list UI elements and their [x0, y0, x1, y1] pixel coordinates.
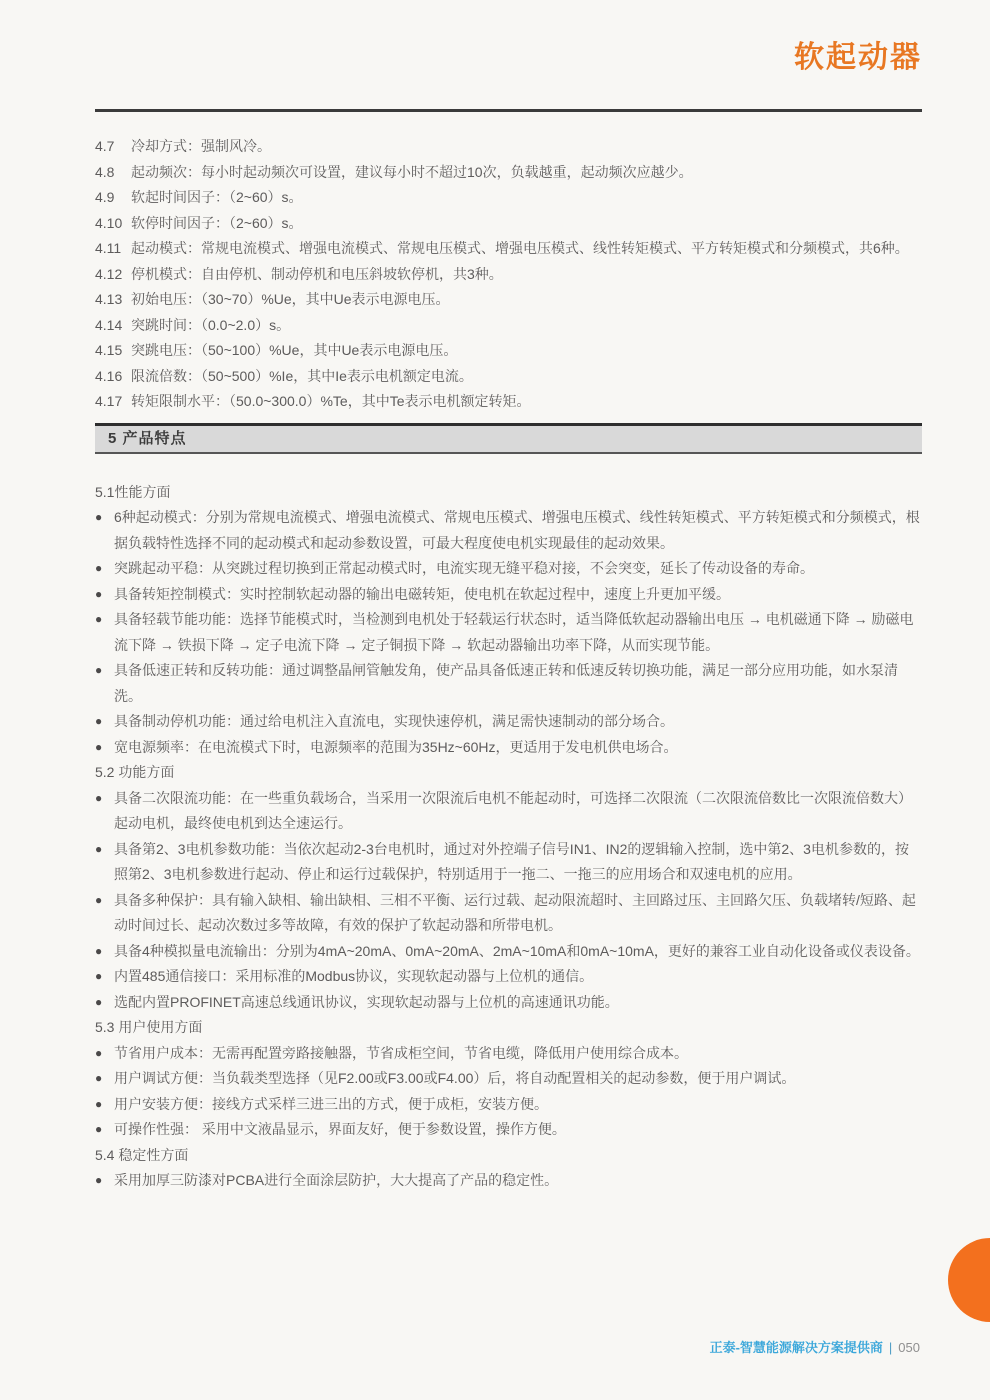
feature-bullet-item: [95, 1168, 922, 1194]
bullet-icon: ●: [95, 790, 103, 805]
feature-bullet-item: [95, 786, 922, 837]
feature-bullet-item: [95, 1041, 922, 1067]
feature-bullet-text: 突跳起动平稳：从突跳过程切换到正常起动模式时，电流实现无缝平稳对接，不会突变，延长了传动设备的寿命。: [114, 560, 814, 576]
feature-group-heading: 5.3 用户使用方面: [95, 1019, 203, 1035]
bullet-icon: ●: [95, 1071, 103, 1085]
page-content: [95, 0, 922, 1194]
spec-item: [95, 134, 922, 160]
spec-item-number: 4.8: [95, 163, 115, 180]
feature-bullet-text: 节省用户成本：无需再配置旁路接触器，节省成柜空间，节省电缆，降低用户使用综合成本。: [114, 1044, 688, 1061]
feature-bullet-text: 具备制动停机功能：通过给电机注入直流电，实现快速停机，满足需快速制动的部分场合。: [114, 713, 674, 729]
feature-bullet-text: 选配内置PROFINET高速总线通讯协议，实现软起动器与上位机的高速通讯功能。: [114, 993, 619, 1010]
spec-item-text: 限流倍数：（50~500）%Ie，其中Ie表示电机额定电流。: [131, 367, 473, 384]
bullet-icon: ●: [95, 943, 103, 958]
bullet-icon: ●: [95, 612, 103, 626]
bullet-icon: ●: [95, 739, 103, 754]
header-divider: [95, 109, 922, 112]
feature-bullet-text: 内置485通信接口：采用标准的Modbus协议，实现软起动器与上位机的通信。: [114, 968, 594, 984]
feature-bullet-text: 具备多种保护：具有输入缺相、输出缺相、三相不平衡、运行过载、起动限流超时、主回路过压、主回路欠压、负载堵转/短路、起动时间过长、起动次数过多等故障，有效的保护了软起动器和所带电机。: [114, 891, 916, 933]
spec-item: [95, 236, 922, 262]
spec-item-number: 4.10: [95, 214, 123, 231]
spec-item: [95, 313, 922, 339]
feature-bullet-text: 用户安装方便：接线方式采样三进三出的方式，便于成柜，安装方便。: [114, 1095, 548, 1112]
feature-bullet-item: [95, 658, 922, 709]
spec-item-number: 4.12: [95, 265, 123, 282]
bullet-icon: ●: [95, 714, 103, 728]
spec-item-text: 软起时间因子：（2~60）s。: [131, 189, 303, 205]
feature-bullet-item: [95, 1092, 922, 1118]
bullet-icon: ●: [95, 892, 103, 907]
spec-item-number: 4.13: [95, 291, 123, 307]
feature-bullet-text: 6种起动模式：分别为常规电流模式、增强电流模式、常规电压模式、增强电压模式、线性转矩模式、平方转矩模式和分频模式，根据负载特性选择不同的起动模式和起动参数设置，可最大程度使电机实现最佳的起动效果。: [114, 509, 920, 551]
section-header-product-features: 5 产品特点: [95, 423, 922, 454]
feature-bullet-text: 具备第2、3电机参数功能：当依次起动2-3台电机时，通过对外控端子信号IN1、IN2的逻辑输入控制，选中第2、3电机参数的，按照第2、3电机参数进行起动、停止和运行过载保护，特别适用于一拖二、一拖三的应用场合和双速电机的应用。: [114, 840, 909, 882]
feature-bullet-item: [95, 556, 922, 582]
feature-bullet-item: [95, 990, 922, 1016]
feature-bullet-text: 用户调试方便：当负载类型选择（见F2.00或F3.00或F4.00）后，将自动配置相关的起动参数，便于用户调试。: [114, 1070, 796, 1086]
spec-item-text: 突跳时间：（0.0~2.0）s。: [131, 316, 291, 333]
bullet-icon: ●: [95, 1045, 103, 1060]
feature-bullet-text: 可操作性强： 采用中文液晶显示，界面友好，便于参数设置，操作方便。: [114, 1121, 566, 1137]
feature-bullet-text: 具备转矩控制模式：实时控制软起动器的输出电磁转矩，使电机在软起过程中，速度上升更加平缓。: [114, 585, 730, 602]
feature-bullet-text: 采用加厚三防漆对PCBA进行全面涂层防护，大大提高了产品的稳定性。: [114, 1172, 559, 1188]
feature-bullet-item: [95, 505, 922, 556]
feature-bullet-item: [95, 735, 922, 761]
feature-bullet-text: 具备低速正转和反转功能：通过调整晶闸管触发角，使产品具备低速正转和低速反转切换功能，满足一部分应用功能，如水泵清洗。: [114, 662, 898, 704]
spec-item-text: 突跳电压：（50~100）%Ue，其中Ue表示电源电压。: [131, 342, 458, 358]
bullet-icon: ●: [95, 1096, 103, 1111]
spec-item-text: 起动模式：常规电流模式、增强电流模式、常规电压模式、增强电压模式、线性转矩模式、平方转矩模式和分频模式，共6种。: [131, 240, 909, 256]
spec-item-number: 4.16: [95, 367, 123, 384]
spec-item-number: 4.11: [95, 240, 122, 256]
bullet-icon: ●: [95, 994, 103, 1009]
feature-group-heading: 5.4 稳定性方面: [95, 1146, 189, 1163]
feature-bullet-item: [95, 607, 922, 658]
bullet-icon: ●: [95, 663, 103, 677]
feature-bullet-item: [95, 582, 922, 608]
page-footer: [710, 1337, 920, 1356]
feature-bullet-item: [95, 837, 922, 888]
feature-bullet-item: [95, 964, 922, 990]
footer-page-number: 050: [898, 1340, 920, 1355]
spec-list: [95, 134, 922, 415]
feature-bullet-item: [95, 1117, 922, 1143]
spec-item: [95, 338, 922, 364]
feature-group-heading: 5.2 功能方面: [95, 764, 175, 780]
corner-semicircle-decoration: [948, 1238, 990, 1322]
spec-item-number: 4.7: [95, 138, 115, 154]
spec-item-text: 冷却方式：强制风冷。: [131, 138, 271, 154]
spec-item: [95, 185, 922, 211]
feature-bullet-text: 具备二次限流功能：在一些重负载场合，当采用一次限流后电机不能起动时，可选择二次限流（二次限流倍数比一次限流倍数大）起动电机，最终使电机到达全速运行。: [114, 789, 912, 831]
feature-bullet-item: [95, 709, 922, 735]
feature-bullet-item: [95, 1066, 922, 1092]
spec-item: [95, 364, 922, 390]
feature-bullet-text: 具备4种模拟量电流输出：分别为4mA~20mA、0mA~20mA、2mA~10mA和0mA~10mA，更好的兼容工业自动化设备或仪表设备。: [114, 942, 920, 959]
feature-bullet-item: [95, 888, 922, 939]
feature-bullet-item: [95, 939, 922, 965]
bullet-icon: ●: [95, 1173, 103, 1187]
spec-item: [95, 389, 922, 415]
spec-item-text: 停机模式：自由停机、制动停机和电压斜坡软停机，共3种。: [131, 265, 503, 282]
page-title: 软起动器: [794, 41, 922, 74]
spec-item: [95, 160, 922, 186]
feature-bullet-text: 宽电源频率：在电流模式下时，电源频率的范围为35Hz~60Hz，更适用于发电机供电场合。: [114, 738, 678, 755]
spec-item-number: 4.15: [95, 342, 123, 358]
feature-sections: [95, 480, 922, 1194]
spec-item-number: 4.17: [95, 393, 123, 409]
spec-item-number: 4.14: [95, 316, 123, 333]
bullet-icon: ●: [95, 969, 103, 983]
spec-item-text: 初始电压：（30~70）%Ue，其中Ue表示电源电压。: [131, 291, 450, 307]
spec-item-text: 起动频次：每小时起动频次可设置，建议每小时不超过10次，负载越重，起动频次应越少。: [131, 163, 693, 180]
bullet-icon: ●: [95, 1122, 103, 1136]
spec-item: [95, 262, 922, 288]
footer-separator: |: [888, 1340, 893, 1355]
bullet-icon: ●: [95, 586, 103, 601]
spec-item: [95, 211, 922, 237]
footer-brand-text: 正泰-智慧能源解决方案提供商: [709, 1340, 883, 1355]
spec-item-text: 软停时间因子：（2~60）s。: [131, 214, 303, 231]
bullet-icon: ●: [95, 841, 103, 856]
spec-item-text: 转矩限制水平：（50.0~300.0）%Te，其中Te表示电机额定转矩。: [131, 393, 531, 409]
bullet-icon: ●: [95, 510, 103, 524]
spec-item-number: 4.9: [95, 189, 115, 205]
feature-group-heading: 5.1性能方面: [95, 483, 171, 500]
feature-bullet-text: 具备轻载节能功能：选择节能模式时，当检测到电机处于轻载运行状态时，适当降低软起动器输出电压 → 电机磁通下降 → 励磁电流下降 → 铁损下降 → 定子电流下降 → 定子铜损下降 → 软起动器输出功率下降，从而实现节能。: [114, 611, 914, 653]
bullet-icon: ●: [95, 561, 103, 575]
spec-item: [95, 287, 922, 313]
